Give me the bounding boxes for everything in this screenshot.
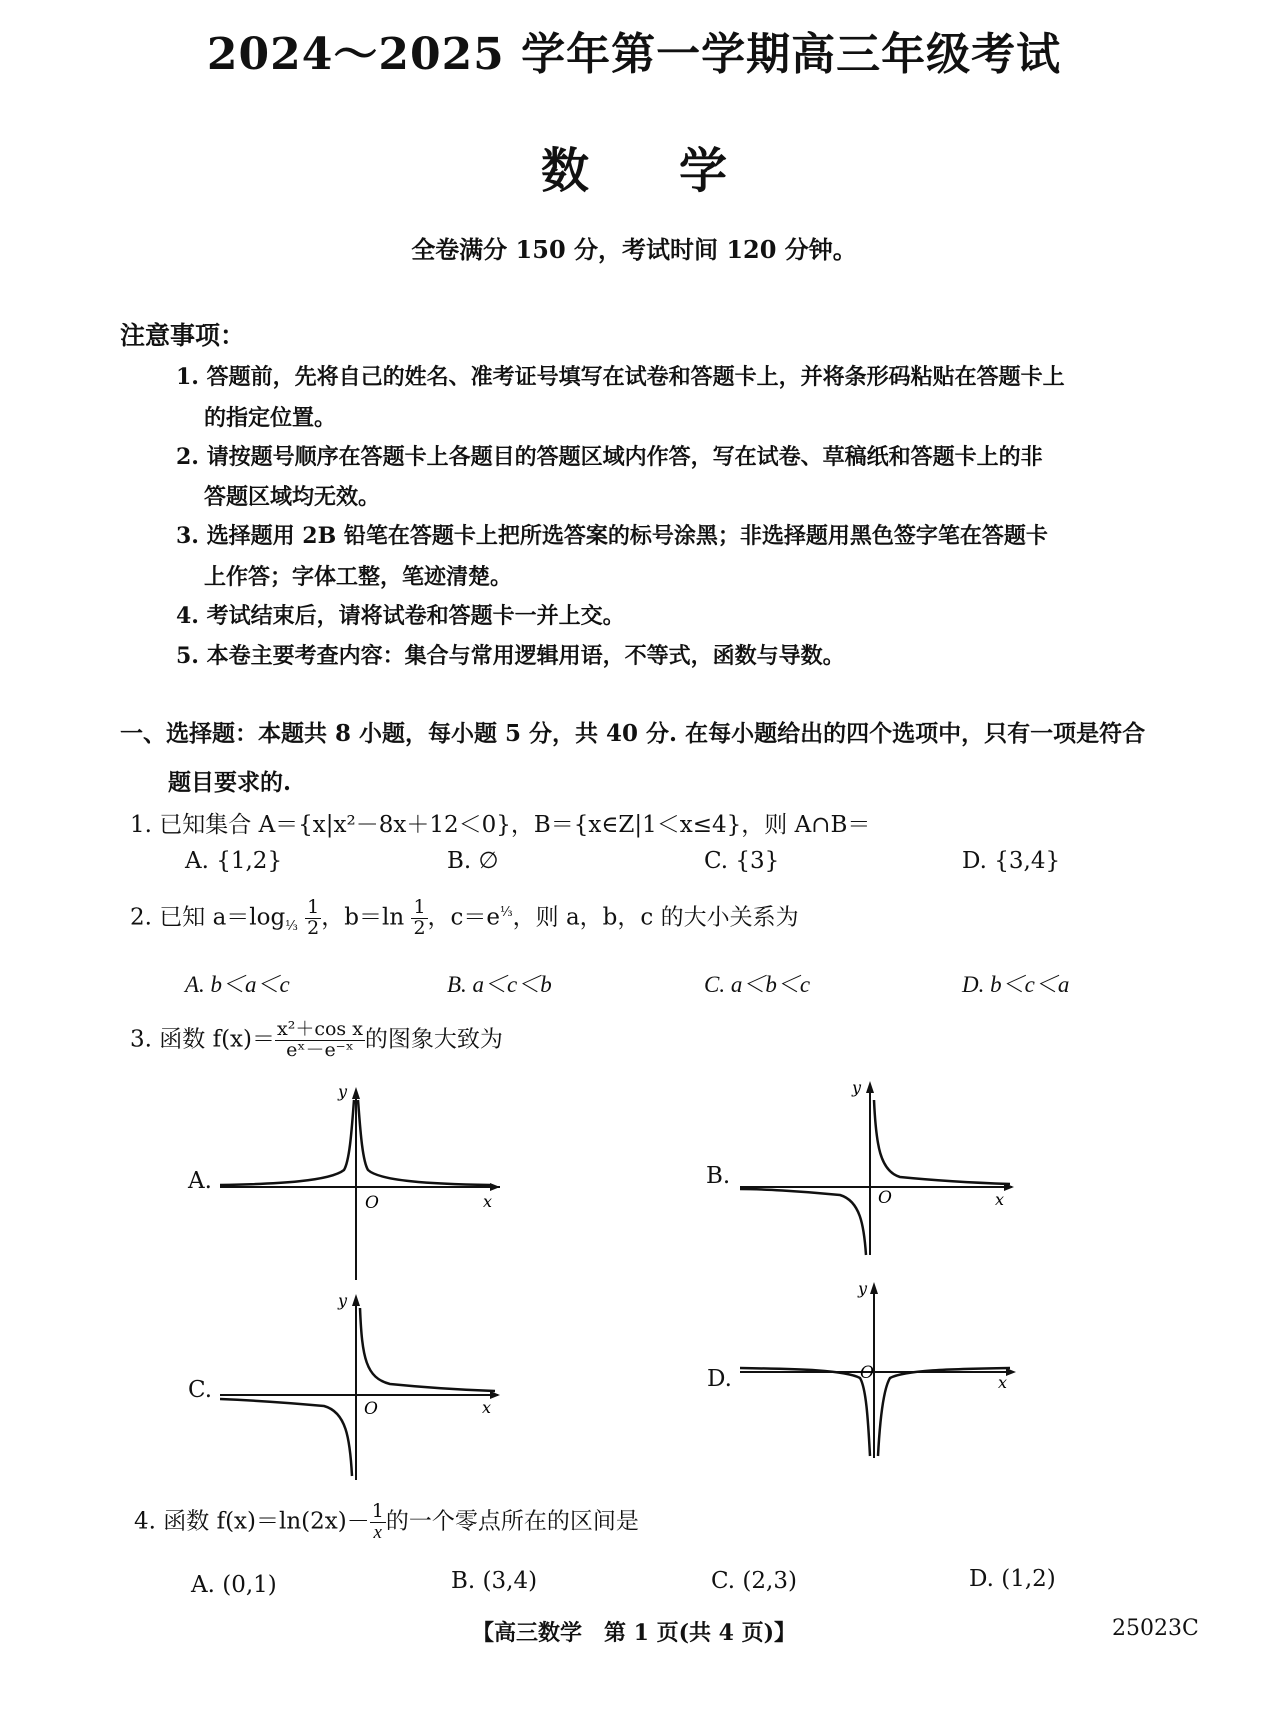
curve-left [740, 1189, 866, 1255]
y-label: y [852, 1078, 862, 1097]
graph-d [740, 1278, 1018, 1463]
q2-option-d: D. b＜c＜a [962, 972, 1070, 997]
note-line: 2. 请按题号顺序在答题卡上各题目的答题区域内作答，写在试卷、草稿纸和答题卡上的非 [176, 444, 1043, 470]
y-label: y [858, 1279, 868, 1298]
y-arrow-icon [866, 1081, 874, 1093]
x-arrow-icon [490, 1391, 500, 1399]
graph-d-label: D. [707, 1366, 732, 1392]
curve-left [220, 1399, 352, 1476]
q2-fraction-a [305, 898, 321, 939]
notes-heading: 注意事项： [120, 321, 246, 350]
origin-label: O [364, 1399, 378, 1419]
q4-suffix: 的一个零点所在的区间是 [385, 1508, 639, 1535]
frac-num: x²＋cos x [277, 1018, 363, 1040]
q4-option-b: B. (3,4) [451, 1568, 538, 1594]
section-heading: 一、选择题：本题共 8 小题，每小题 5 分，共 40 分. 在每小题给出的四个选项中，只有一项是符合 [120, 720, 1146, 747]
page-footer: 【高三数学 第 1 页(共 4 页)】 [471, 1620, 797, 1646]
note-line: 3. 选择题用 2B 铅笔在答题卡上把所选答案的标号涂黑；非选择题用黑色签字笔在答题卡 [176, 523, 1048, 549]
question-2-stem [130, 898, 799, 939]
curve-right [874, 1100, 1010, 1184]
curve-right [878, 1368, 1010, 1456]
curve-left [740, 1368, 870, 1456]
q2-option-c: C. a＜b＜c [704, 972, 811, 997]
question-3-stem [130, 1020, 503, 1061]
note-line: 5. 本卷主要考查内容：集合与常用逻辑用语，不等式，函数与导数。 [176, 643, 845, 669]
question-4-stem [134, 1502, 639, 1543]
question-1-stem: 1. 已知集合 A＝{x|x²－8x＋12＜0}，B＝{x∈Z|1＜x≤4}，则 A∩B＝ [130, 812, 871, 838]
frac-num: 1 [413, 896, 426, 918]
graph-c [220, 1288, 500, 1483]
q2-c-part: ，c＝e [427, 904, 501, 931]
q4-option-a: A. (0,1) [191, 1572, 277, 1598]
q2-option-a: A. b＜a＜c [185, 972, 290, 997]
q4-prefix: 4. 函数 f(x)＝ln(2x)－ [134, 1508, 370, 1535]
y-arrow-icon [352, 1087, 360, 1099]
curve-left [220, 1100, 354, 1185]
q1-option-d: D. {3,4} [962, 848, 1061, 874]
q4-option-d: D. (1,2) [969, 1566, 1056, 1592]
exam-title: 2024～2025 学年第一学期高三年级考试 [206, 29, 1062, 80]
q1-option-a: A. {1,2} [185, 848, 283, 874]
x-label: x [482, 1398, 492, 1417]
note-line: 的指定位置。 [204, 405, 337, 431]
y-arrow-icon [870, 1282, 878, 1294]
note-line: 4. 考试结束后，请将试卷和答题卡一并上交。 [176, 603, 625, 629]
section-heading-cont: 题目要求的. [168, 769, 292, 796]
exam-meta: 全卷满分 150 分，考试时间 120 分钟。 [411, 235, 857, 264]
subject-title: 数学 [540, 143, 817, 199]
x-arrow-icon [490, 1183, 500, 1191]
q2-prefix: 2. 已知 a＝log [130, 904, 286, 931]
origin-label: O [878, 1188, 892, 1208]
q2-log-base: ⅓ [285, 919, 298, 935]
frac-den: eˣ－e⁻ˣ [286, 1038, 354, 1061]
y-label: y [338, 1291, 348, 1310]
frac-den: x [373, 1521, 382, 1543]
frac-num: 1 [307, 896, 320, 918]
q3-suffix: 的图象大致为 [364, 1026, 503, 1053]
origin-label: O [365, 1193, 379, 1213]
frac-den: 2 [307, 916, 320, 939]
q2-suffix: ，则 a，b，c 的大小关系为 [512, 904, 799, 931]
x-label: x [995, 1190, 1005, 1209]
x-label: x [998, 1373, 1008, 1392]
q1-option-c: C. {3} [704, 848, 780, 874]
note-line: 上作答；字体工整，笔迹清楚。 [204, 564, 513, 590]
q3-fraction [275, 1020, 365, 1061]
graph-a [220, 1085, 500, 1280]
q2-fraction-b [411, 898, 427, 939]
x-label: x [483, 1192, 493, 1211]
curve-right [358, 1100, 490, 1185]
q3-prefix: 3. 函数 f(x)＝ [130, 1026, 275, 1053]
exam-code: 25023C [1112, 1616, 1199, 1641]
graph-a-label: A. [188, 1168, 212, 1194]
q2-mid: ，b＝ln [321, 904, 405, 931]
q4-fraction [370, 1502, 386, 1543]
frac-den: 2 [413, 916, 426, 939]
y-label: y [338, 1085, 348, 1101]
curve-right [360, 1308, 495, 1391]
q4-option-c: C. (2,3) [711, 1568, 797, 1594]
graph-b [740, 1075, 1015, 1265]
q1-option-b: B. ∅ [447, 848, 499, 874]
graph-b-label: B. [706, 1163, 731, 1189]
origin-label: O [860, 1363, 874, 1383]
graph-c-label: C. [188, 1377, 213, 1403]
note-line: 答题区域均无效。 [204, 484, 381, 510]
q2-c-exp: ⅓ [500, 904, 513, 920]
note-line: 1. 答题前，先将自己的姓名、准考证号填写在试卷和答题卡上，并将条形码粘贴在答题卡上 [176, 364, 1065, 390]
q2-option-b: B. a＜c＜b [447, 972, 552, 997]
y-arrow-icon [352, 1294, 360, 1306]
frac-num: 1 [371, 1500, 384, 1522]
